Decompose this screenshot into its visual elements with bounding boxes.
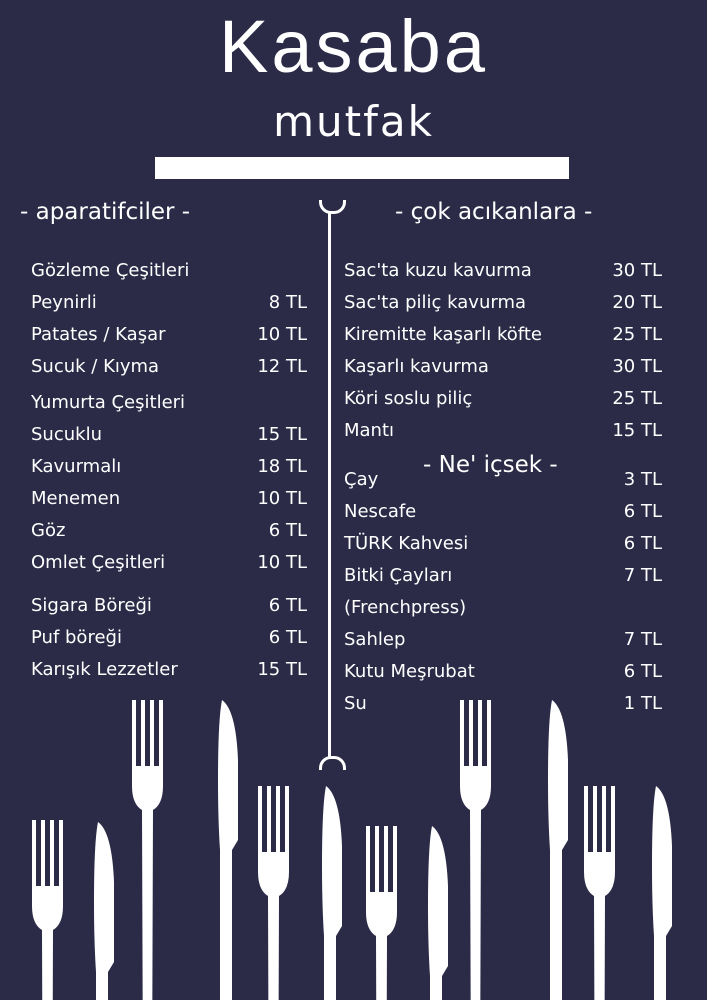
menu-item xyxy=(344,352,662,382)
menu-item-name: Menemen xyxy=(31,488,121,509)
menu-item-price: 6 TL xyxy=(268,627,307,648)
menu-item-name: Peynirli xyxy=(31,292,97,313)
knife-icon xyxy=(322,786,342,1000)
menu-item-price: 8 TL xyxy=(268,292,307,313)
menu-item-price: 6 TL xyxy=(623,533,662,554)
fork-icon xyxy=(132,700,163,1000)
menu-item-price: 25 TL xyxy=(612,324,662,345)
menu-title: Kasaba xyxy=(219,5,488,88)
section-heading-aparatifciler: - aparatifciler - xyxy=(20,199,191,225)
menu-item-name: Puf böreği xyxy=(31,627,122,648)
menu-item xyxy=(344,416,662,446)
menu-item xyxy=(31,320,307,350)
menu-item-name: Kaşarlı kavurma xyxy=(344,356,489,377)
menu-item-name: (Frenchpress) xyxy=(344,597,467,618)
menu-item xyxy=(31,516,307,546)
menu-item-price: 18 TL xyxy=(257,456,307,477)
menu-item xyxy=(31,352,307,382)
menu-item-name: Sac'ta kuzu kavurma xyxy=(344,260,532,281)
menu-item xyxy=(31,256,307,286)
menu-item xyxy=(344,529,662,559)
menu-item-price: 10 TL xyxy=(257,552,307,573)
menu-item-name: Köri soslu piliç xyxy=(344,388,473,409)
menu-item-price: 3 TL xyxy=(623,469,662,490)
menu-item xyxy=(344,657,662,687)
menu-item xyxy=(31,548,307,578)
menu-item-name: Sucuklu xyxy=(31,424,102,445)
menu-item-price: 7 TL xyxy=(623,565,662,586)
menu-item xyxy=(31,452,307,482)
menu-subtitle: mutfak xyxy=(273,97,434,146)
menu-item-name: Sac'ta piliç kavurma xyxy=(344,292,527,313)
menu-item-name: Patates / Kaşar xyxy=(31,324,166,345)
fork-icon xyxy=(258,786,289,1000)
menu-item-price: 10 TL xyxy=(257,324,307,345)
menu-item xyxy=(344,625,662,655)
menu-item-name: Sigara Böreği xyxy=(31,595,152,616)
menu-item-price: 30 TL xyxy=(612,356,662,377)
menu-item xyxy=(31,288,307,318)
menu-item-price: 25 TL xyxy=(612,388,662,409)
knife-icon xyxy=(428,826,448,1000)
menu-item xyxy=(344,561,662,591)
menu-item xyxy=(31,655,307,685)
title-underline-bar xyxy=(155,157,569,179)
menu-item-price: 10 TL xyxy=(257,488,307,509)
menu-item-name: Kutu Meşrubat xyxy=(344,661,475,682)
fork-icon xyxy=(584,786,615,1000)
menu-item-price: 1 TL xyxy=(623,693,662,714)
menu-item-name: TÜRK Kahvesi xyxy=(344,533,469,554)
fork-icon xyxy=(32,820,63,1000)
menu-item-price: 6 TL xyxy=(623,501,662,522)
menu-item-name: Karışık Lezzetler xyxy=(31,659,178,680)
knife-icon xyxy=(652,786,672,1000)
menu-item-name: Çay xyxy=(344,469,379,490)
knife-icon xyxy=(548,700,568,1000)
menu-item-name: Bitki Çayları xyxy=(344,565,453,586)
menu-item-price: 6 TL xyxy=(623,661,662,682)
menu-item-price: 12 TL xyxy=(257,356,307,377)
menu-item xyxy=(31,484,307,514)
menu-item-price: 6 TL xyxy=(268,520,307,541)
fork-icon xyxy=(366,826,397,1000)
menu-item xyxy=(344,288,662,318)
center-divider xyxy=(328,212,331,757)
menu-item-name: Kavurmalı xyxy=(31,456,122,477)
menu-item xyxy=(31,420,307,450)
menu-item xyxy=(344,320,662,350)
section-heading-cok-acikanlara: - çok acıkanlara - xyxy=(395,199,593,225)
menu-item-name: Kiremitte kaşarlı köfte xyxy=(344,324,542,345)
menu-item-name: Mantı xyxy=(344,420,395,441)
menu-item-name: Gözleme Çeşitleri xyxy=(31,260,190,281)
menu-item-name: Sucuk / Kıyma xyxy=(31,356,160,377)
menu-item-name: Göz xyxy=(31,520,66,541)
menu-item xyxy=(344,497,662,527)
cutlery-decoration xyxy=(0,690,707,1000)
fork-icon xyxy=(460,700,491,1000)
menu-item-name: Sahlep xyxy=(344,629,406,650)
menu-item-price: 15 TL xyxy=(257,424,307,445)
divider-hook-top xyxy=(319,200,346,214)
menu-item-price: 15 TL xyxy=(257,659,307,680)
menu-item-price: 20 TL xyxy=(612,292,662,313)
menu-item-name: Yumurta Çeşitleri xyxy=(31,392,186,413)
menu-item-price: 7 TL xyxy=(623,629,662,650)
menu-item xyxy=(344,256,662,286)
menu-item xyxy=(31,591,307,621)
menu-item-name: Omlet Çeşitleri xyxy=(31,552,166,573)
menu-item-price: 30 TL xyxy=(612,260,662,281)
menu-item xyxy=(31,623,307,653)
menu-item-name: Su xyxy=(344,693,367,714)
menu-item xyxy=(344,593,662,623)
menu-item xyxy=(344,465,662,495)
menu-item xyxy=(31,388,307,418)
knife-icon xyxy=(218,700,238,1000)
section-heading-ne-icsek: - Ne' içsek - xyxy=(423,452,558,478)
menu-item xyxy=(344,384,662,414)
menu-item-price: 15 TL xyxy=(612,420,662,441)
knife-icon xyxy=(94,822,114,1000)
menu-item-name: Nescafe xyxy=(344,501,417,522)
menu-item-price: 6 TL xyxy=(268,595,307,616)
